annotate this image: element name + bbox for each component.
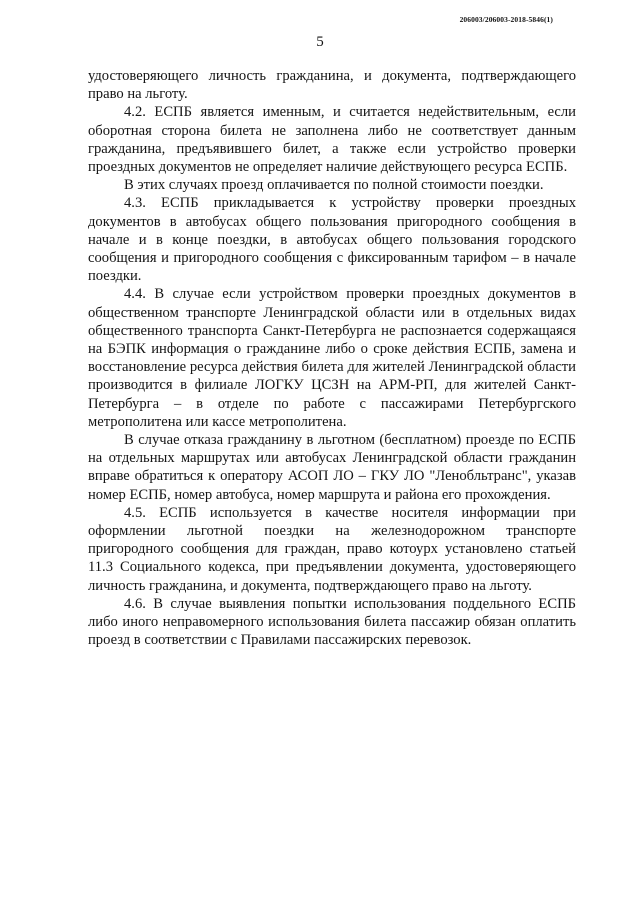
paragraph-4-5: 4.5. ЕСПБ используется в качестве носителя информации при оформлении льготной поездки на железнодорожном транспорте пригородного сообщения для граждан, право котоурх установлено статьей 11.3 Социального кодекса, при предъявлении документа, удостоверяющего личность гражданина, и документа, подтверждающего право на льготу. — [88, 504, 576, 594]
paragraph-refusal: В случае отказа гражданину в льготном (бесплатном) проезде по ЕСПБ на отдельных маршрутах или автобусах Ленинградской области гражданин вправе обратиться к оператору АСОП ЛО – ГКУ ЛО "Ленобльтранс", указав номер ЕСПБ, номер автобуса, номер маршрута и района его прохождения. — [88, 432, 576, 503]
paragraph-4-2: 4.2. ЕСПБ является именным, и считается недействительным, если оборотная сторона билета не заполнена либо не соответствует данным гражданина, предъявившего билет, а также если устройство проверки проездных документов не определяет наличие действующего ресурса ЕСПБ. — [88, 104, 576, 176]
page-number: 5 — [316, 34, 324, 50]
paragraph-4-6: 4.6. В случае выявления попытки использования поддельного ЕСПБ либо иного неправомерного использования билета пассажир обязан оплатить проезд в соответствии с Правилами пассажирских перевозок. — [88, 595, 576, 649]
paragraph-full-fare: В этих случаях проезд оплачивается по полной стоимости поездки. — [124, 177, 544, 194]
document-body — [88, 67, 576, 650]
paragraph-4-4: 4.4. В случае если устройством проверки проездных документов в общественном транспорте Ленинградской области или в отдельных видах общественного транспорта Санкт-Петербурга не распознается содержащаяся на БЭПК информация о гражданине либо о сроке действия ЕСПБ, замена и восстановление ресурса действия билета для жителей Ленинградской области производится в филиале ЛОГКУ ЦСЗН на АРМ-РП, для жителей Санкт-Петербурга – в отделе по работе с пассажирами Петербургского метрополитена или кассе метрополитена. — [88, 286, 576, 430]
paragraph-continuation: удостоверяющего личность гражданина, и документа, подтверждающего право на льготу. — [88, 68, 576, 103]
document-id: 206003/206003-2018-5846(1) — [459, 15, 553, 24]
paragraph-4-3: 4.3. ЕСПБ прикладывается к устройству проверки проездных документов в автобусах общего пользования пригородного сообщения в начале и в конце поездки, в автобусах общего пользования городского сообщения и пригородного сообщения с фиксированным тарифом – в начале поездки. — [88, 195, 576, 285]
